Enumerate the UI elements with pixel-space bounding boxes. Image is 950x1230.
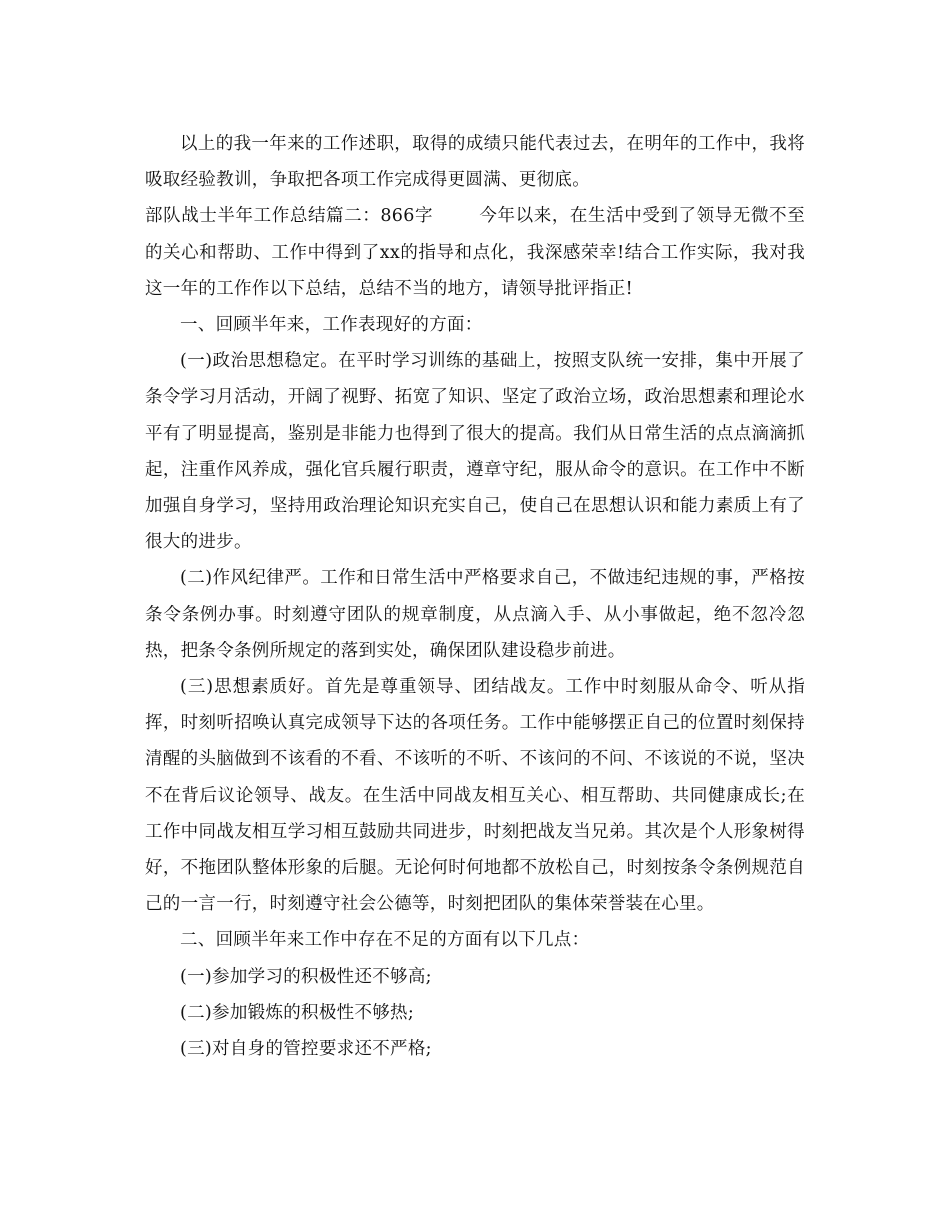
- document-body: [145, 126, 805, 1067]
- section-heading: 部队战士半年工作总结篇二：866字: [145, 206, 434, 227]
- paragraph-shortcoming-three: (三)对自身的管控要求还不严格;: [180, 1039, 432, 1060]
- paragraph-shortcoming-one: (一)参加学习的积极性还不够高;: [180, 966, 432, 987]
- paragraph-section-two-intro: [145, 198, 805, 307]
- paragraph-political-thought: (一)政治思想稳定。在平时学习训练的基础上，按照支队统一安排，集中开展了条令学习月活动，开阔了视野、拓宽了知识、坚定了政治立场，政治思想素和理论水平有了明显提高，鉴别是非能力也得到了很大的提高。我们从日常生活的点点滴滴抓起，注重作风养成，强化官兵履行职责，遵章守纪，服从命令的意识。在工作中不断加强自身学习，坚持用政治理论知识充实自己，使自己在思想认识和能力素质上有了很大的进步。: [145, 351, 805, 553]
- paragraph-closing-remarks: 以上的我一年来的工作述职，取得的成绩只能代表过去，在明年的工作中，我将吸取经验教训，争取把各项工作完成得更圆满、更彻底。: [145, 134, 805, 191]
- paragraph-review-shortcomings: 二、回顾半年来工作中存在不足的方面有以下几点：: [180, 930, 590, 951]
- paragraph-shortcoming-two: (二)参加锻炼的积极性不够热;: [180, 1002, 415, 1023]
- paragraph-ideological-quality: (三)思想素质好。首先是尊重领导、团结战友。工作中时刻服从命令、听从指挥，时刻听招唤认真完成领导下达的各项任务。工作中能够摆正自己的位置时刻保持清醒的头脑做到不该看的不看、不该听的不听、不该问的不问、不该说的不说，坚决不在背后议论领导、战友。在生活中同战友相互关心、相互帮助、共同健康成长;在工作中同战友相互学习相互鼓励共同进步，时刻把战友当兄弟。其次是个人形象树得好，不拖团队整体形象的后腿。无论何时何地都不放松自己，时刻按条令条例规范自己的一言一行，时刻遵守社会公德等，时刻把团队的集体荣誉装在心里。: [145, 677, 805, 915]
- section-intro-text: 今年以来，在生活中受到了领导无微不至的关心和帮助、工作中得到了xx的指导和点化，我深感荣幸!结合工作实际，我对我这一年的工作作以下总结，总结不当的地方，请领导批评指正!: [145, 206, 805, 299]
- paragraph-review-good-aspects: 一、回顾半年来，工作表现好的方面：: [180, 315, 483, 336]
- paragraph-work-discipline: (二)作风纪律严。工作和日常生活中严格要求自己，不做违纪违规的事，严格按条令条例办事。时刻遵守团队的规章制度，从点滴入手、从小事做起，绝不忽冷忽热，把条令条例所规定的落到实处，确保团队建设稳步前进。: [145, 568, 805, 661]
